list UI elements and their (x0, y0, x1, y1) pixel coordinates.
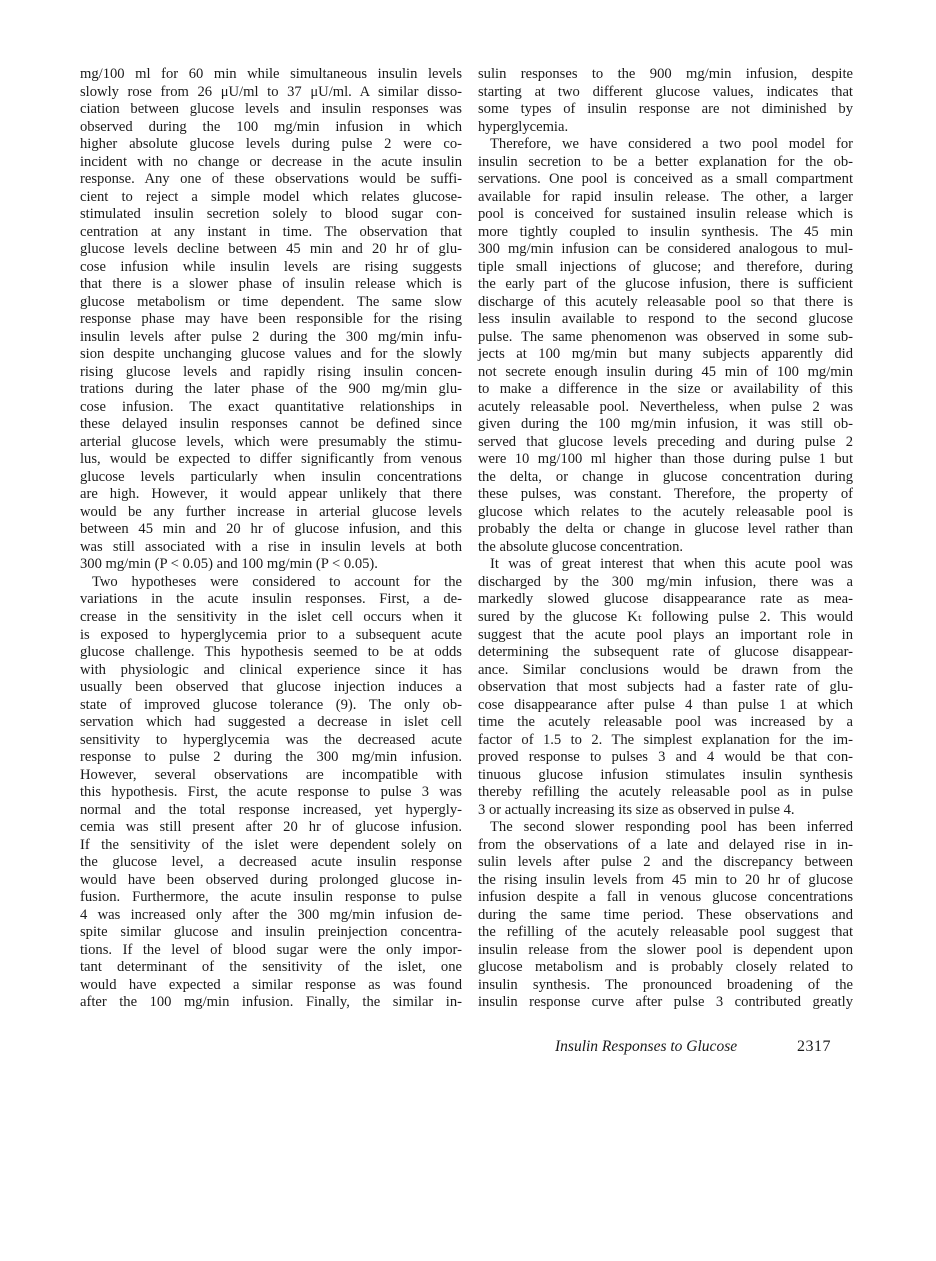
text-line: discharged by the 300 mg/min infusion, there was a (478, 573, 853, 590)
text-line: would be any further increase in arterial glucose levels (80, 503, 462, 520)
paragraph (80, 574, 462, 1012)
text-line: from the observations of a late and delayed rise in in- (478, 836, 853, 853)
text-line: slowly rose from 26 μU/ml to 37 μU/ml. A similar disso- (80, 83, 462, 100)
text-line: proved response to pulses 3 and 4 would be that con- (478, 749, 853, 766)
text-line: ance. Similar conclusions would be drawn from the (478, 661, 853, 678)
text-line: available for rapid insulin release. The other, a larger (478, 188, 853, 205)
text-line: The second slower responding pool has been inferred (490, 819, 853, 836)
text-line: variations in the acute insulin responses. First, a de- (80, 591, 462, 608)
paragraph (478, 819, 853, 1012)
text-line: to make a difference in the size or availability of this (478, 381, 853, 398)
text-line: would have expected a similar response as was found (80, 976, 462, 993)
text-line: with physiologic and clinical experience since it has (80, 661, 462, 678)
text-line: the delta, or change in glucose concentration during (478, 468, 853, 485)
paragraph (80, 66, 462, 574)
text-line: that there is a slower phase of insulin release which is (80, 276, 462, 293)
text-line: sion despite unchanging glucose values and for the slowly (80, 346, 462, 363)
text-line: time the acutely releasable pool was increased by a (478, 714, 853, 731)
text-line: factor of 1.5 to 2. The simplest explanation for the im- (478, 731, 853, 748)
text-column-left (80, 66, 462, 1012)
text-line: starting at two different glucose values, indicates that (478, 83, 853, 100)
text-line: 4 was increased only after the 300 mg/min infusion de- (80, 906, 462, 923)
text-line: infusion despite a fall in venous glucose concentrations (478, 889, 853, 906)
text-line: servation which had suggested a decrease in islet cell (80, 714, 462, 731)
text-line: state of improved glucose tolerance (9). The only ob- (80, 696, 462, 713)
text-line: more tightly coupled to insulin synthesis. The 45 min (478, 223, 853, 240)
text-line: response. Any one of these observations would be suffi- (80, 171, 462, 188)
text-line: cose disappearance after pulse 4 than pulse 1 at which (478, 696, 853, 713)
text-line: sulin levels after pulse 2 and the discrepancy between (478, 854, 853, 871)
text-line: glucose levels particularly when insulin concentrations (80, 468, 462, 485)
text-line: these pulses, was constant. Therefore, the property of (478, 486, 853, 503)
text-line: are high. However, it would appear unlikely that there (80, 486, 462, 503)
text-line: normal and the total response increased, yet hypergly- (80, 801, 462, 818)
text-line: not secrete enough insulin during 45 min of 100 mg/min (478, 363, 853, 380)
text-line: insulin secretion to be a better explanation for the ob- (478, 153, 853, 170)
paragraph (478, 556, 853, 819)
text-line: the glucose level, a decreased acute insulin response (80, 854, 462, 871)
text-line: cose infusion. The exact quantitative relationships in (80, 398, 462, 415)
text-line: the absolute glucose concentration. (478, 538, 684, 555)
text-line: determining the subsequent rate of glucose disappear- (478, 644, 853, 661)
page-number: 2317 (797, 1038, 831, 1055)
text-line: observed during the 100 mg/min infusion in which (80, 118, 462, 135)
running-title: Insulin Responses to Glucose (555, 1038, 738, 1055)
paragraph (478, 66, 853, 136)
text-line: acutely releasable pool. Nevertheless, when pulse 2 was (478, 398, 853, 415)
text-line: However, several observations are incompatible with (80, 766, 462, 783)
text-line: hyperglycemia. (478, 118, 569, 135)
text-line: centration at any instant in time. The observation that (80, 223, 462, 240)
text-line: crease in the sensitivity in the islet cell occurs when it (80, 608, 462, 625)
text-line: observation that most subjects had a faster rate of glu- (478, 679, 853, 696)
text-line: It was of great interest that when this acute pool was (490, 556, 853, 573)
text-line: cemia was still present after 20 hr of glucose infusion. (80, 819, 462, 836)
text-line: glucose which relates to the acutely releasable pool is (478, 503, 853, 520)
text-line: the early part of the glucose infusion, there is sufficient (478, 276, 853, 293)
text-line: higher absolute glucose levels during pulse 2 were co- (80, 136, 462, 153)
text-line: glucose metabolism and is probably closely related to (478, 959, 853, 976)
text-line: after the 100 mg/min infusion. Finally, the similar in- (80, 994, 462, 1011)
text-line: less insulin available to respond to the second glucose (478, 311, 853, 328)
text-line: Two hypotheses were considered to account for the (92, 573, 462, 590)
text-line: pulse. The same phenomenon was observed in some sub- (478, 328, 853, 345)
text-line: 3 or actually increasing its size as observed in pulse 4. (478, 801, 795, 818)
text-line: glucose challenge. This hypothesis seemed to be at odds (80, 644, 462, 661)
text-line: trations during the later phase of the 900 mg/min glu- (80, 381, 462, 398)
text-line: the rising insulin levels from 45 min to 20 hr of glucose (478, 871, 853, 888)
text-line: response to pulse 2 during the 300 mg/min infusion. (80, 749, 462, 766)
text-line: servations. One pool is conceived as a small compartment (478, 171, 853, 188)
text-line: served that glucose levels preceding and during pulse 2 (478, 433, 853, 450)
text-line: jects at 100 mg/min but many subjects apparently did (478, 346, 853, 363)
text-line: fusion. Furthermore, the acute insulin response to pulse (80, 889, 462, 906)
text-line: would have been observed during prolonged glucose in- (80, 871, 462, 888)
text-line: usually been observed that glucose injection induces a (80, 679, 462, 696)
text-line: glucose metabolism or time dependent. The same slow (80, 293, 462, 310)
text-line: lus, would be expected to differ significantly from venous (80, 451, 462, 468)
text-line: cient to reject a simple model which relates glucose- (80, 188, 462, 205)
text-line: arterial glucose levels, which were presumably the stimu- (80, 433, 462, 450)
text-line: these delayed insulin responses cannot be defined since (80, 416, 462, 433)
text-line: were 10 mg/100 ml higher than those during pulse 1 but (478, 451, 853, 468)
text-line: during the same time period. These observations and (478, 906, 853, 923)
text-line: thereby refilling the acutely releasable pool as in pulse (478, 784, 853, 801)
text-line: cose infusion while insulin levels are rising suggests (80, 258, 462, 275)
text-line: glucose levels decline between 45 min and 20 hr of glu- (80, 241, 462, 258)
paragraph (478, 136, 853, 556)
text-line: insulin response curve after pulse 3 contributed greatly (478, 994, 853, 1011)
text-line: discharge of this acutely releasable pool so that there is (478, 293, 853, 310)
text-line: tant determinant of the sensitivity of the islet, one (80, 959, 462, 976)
text-line: this hypothesis. First, the acute response to pulse 3 was (80, 784, 462, 801)
text-line: was still associated with a rise in insulin levels at both (80, 538, 462, 555)
text-line: between 45 min and 20 hr of glucose infusion, and this (80, 521, 462, 538)
text-column-right (478, 66, 853, 1012)
text-line: 300 mg/min infusion can be considered analogous to mul- (478, 241, 853, 258)
text-line: If the sensitivity of the islet were dependent solely on (80, 836, 462, 853)
text-line: Therefore, we have considered a two pool model for (490, 136, 853, 153)
text-line: insulin release from the slower pool is dependent upon (478, 941, 853, 958)
text-line: sensitivity to hyperglycemia was the decreased acute (80, 731, 462, 748)
text-line: spite similar glucose and insulin preinjection concentra- (80, 924, 462, 941)
text-line: the refilling of the acutely releasable pool suggest that (478, 924, 853, 941)
text-line: given during the 100 mg/min infusion, it was still ob- (478, 416, 853, 433)
text-line: tions. If the level of blood sugar were the only impor- (80, 941, 462, 958)
text-line: ciation between glucose levels and insulin responses was (80, 101, 462, 118)
text-line: insulin synthesis. The pronounced broadening of the (478, 976, 853, 993)
text-line: tiple small injections of glucose; and therefore, during (478, 258, 853, 275)
text-line: probably the delta or change in glucose level rather than (478, 521, 853, 538)
text-line: suggest that the acute pool plays an important role in (478, 626, 853, 643)
text-line: is exposed to hyperglycemia prior to a subsequent acute (80, 626, 462, 643)
text-line: some types of insulin response are not diminished by (478, 101, 853, 118)
text-line: rising glucose levels and rapidly rising insulin concen- (80, 363, 462, 380)
text-line: sured by the glucose Kₜ following pulse 2. This would (478, 608, 853, 625)
text-line: stimulated insulin secretion solely to blood sugar con- (80, 206, 462, 223)
text-line: mg/100 ml for 60 min while simultaneous insulin levels (80, 66, 462, 82)
text-line: insulin levels after pulse 2 during the 300 mg/min infu- (80, 328, 462, 345)
text-line: incident with no change or decrease in the acute insulin (80, 153, 462, 170)
text-line: tinuous glucose infusion stimulates insulin synthesis (478, 766, 853, 783)
text-line: sulin responses to the 900 mg/min infusion, despite (478, 66, 853, 82)
text-line: 300 mg/min (P < 0.05) and 100 mg/min (P < 0.05). (80, 556, 378, 573)
text-line: markedly slowed glucose disappearance rate as mea- (478, 591, 853, 608)
text-line: pool is conceived for sustained insulin release which is (478, 206, 853, 223)
text-line: response phase may have been responsible for the rising (80, 311, 462, 328)
